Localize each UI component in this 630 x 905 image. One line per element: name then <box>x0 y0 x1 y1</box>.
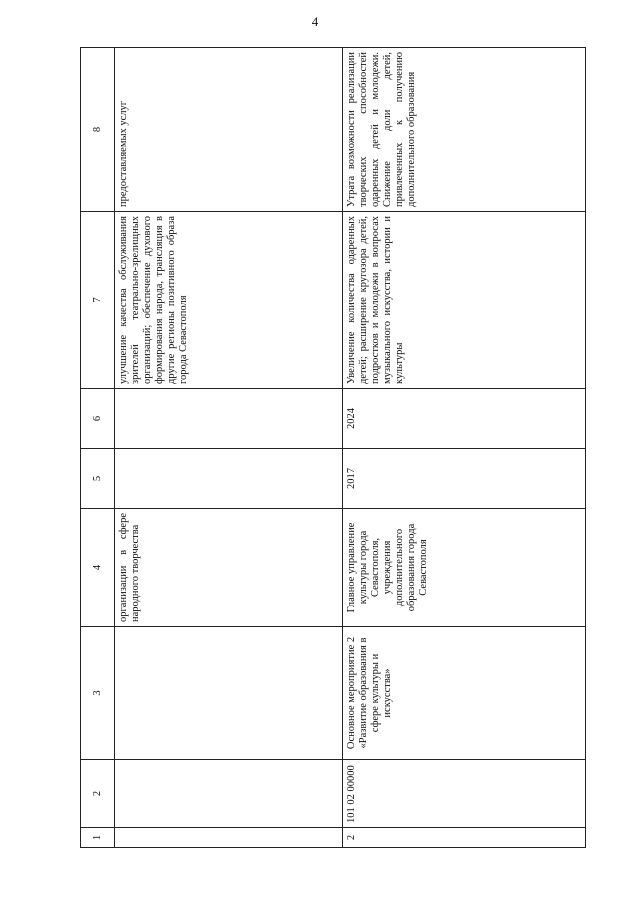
event-name-cell <box>115 627 343 760</box>
header-cell: 4 <box>81 509 115 627</box>
expected-result-cell: улучшение качества обслуживания зрителей театрально-зрелищных организаций; обеспечение духового формирования народа, трансляция в другие регионы позитивного образа города Севастополя <box>115 212 343 389</box>
header-cell: 3 <box>81 627 115 760</box>
header-cell: 1 <box>81 828 115 848</box>
header-cell: 7 <box>81 212 115 389</box>
end-year-cell: 2024 <box>343 389 586 449</box>
event-name-cell: Основное мероприятие 2 «Развитие образования в сфере культуры и искусства» <box>343 627 586 760</box>
end-year-cell <box>115 389 343 449</box>
header-cell: 5 <box>81 449 115 509</box>
header-cell: 2 <box>81 760 115 828</box>
consequences-cell: предоставляемых услуг <box>115 48 343 212</box>
expected-result-cell: Увеличение количества одаренных детей; расширение кругозора детей, подростков и молодежи в вопросах музыкального искусства, истории и культуры <box>343 212 586 389</box>
executor-cell: Главное управление культуры города Севастополя, учреждения дополнительного образования города Севастополя <box>343 509 586 627</box>
table-row <box>115 48 343 848</box>
table-row <box>343 48 586 848</box>
header-cell: 8 <box>81 48 115 212</box>
code-cell: 101 02 00000 <box>343 760 586 828</box>
program-table <box>80 47 586 848</box>
code-cell <box>115 760 343 828</box>
row-number-cell <box>115 828 343 848</box>
start-year-cell: 2017 <box>343 449 586 509</box>
start-year-cell <box>115 449 343 509</box>
page-number: 4 <box>311 14 319 29</box>
consequences-cell: Утрата возможности реализации творческих способностей одаренных детей и молодежи. Снижение доли детей, привлеченных к получению дополнительного образования <box>343 48 586 212</box>
row-number-cell: 2 <box>343 828 586 848</box>
executor-cell: организации в сфере народного творчества <box>115 509 343 627</box>
rotated-table-container <box>80 48 585 848</box>
table-header-row <box>81 48 115 848</box>
header-cell: 6 <box>81 389 115 449</box>
